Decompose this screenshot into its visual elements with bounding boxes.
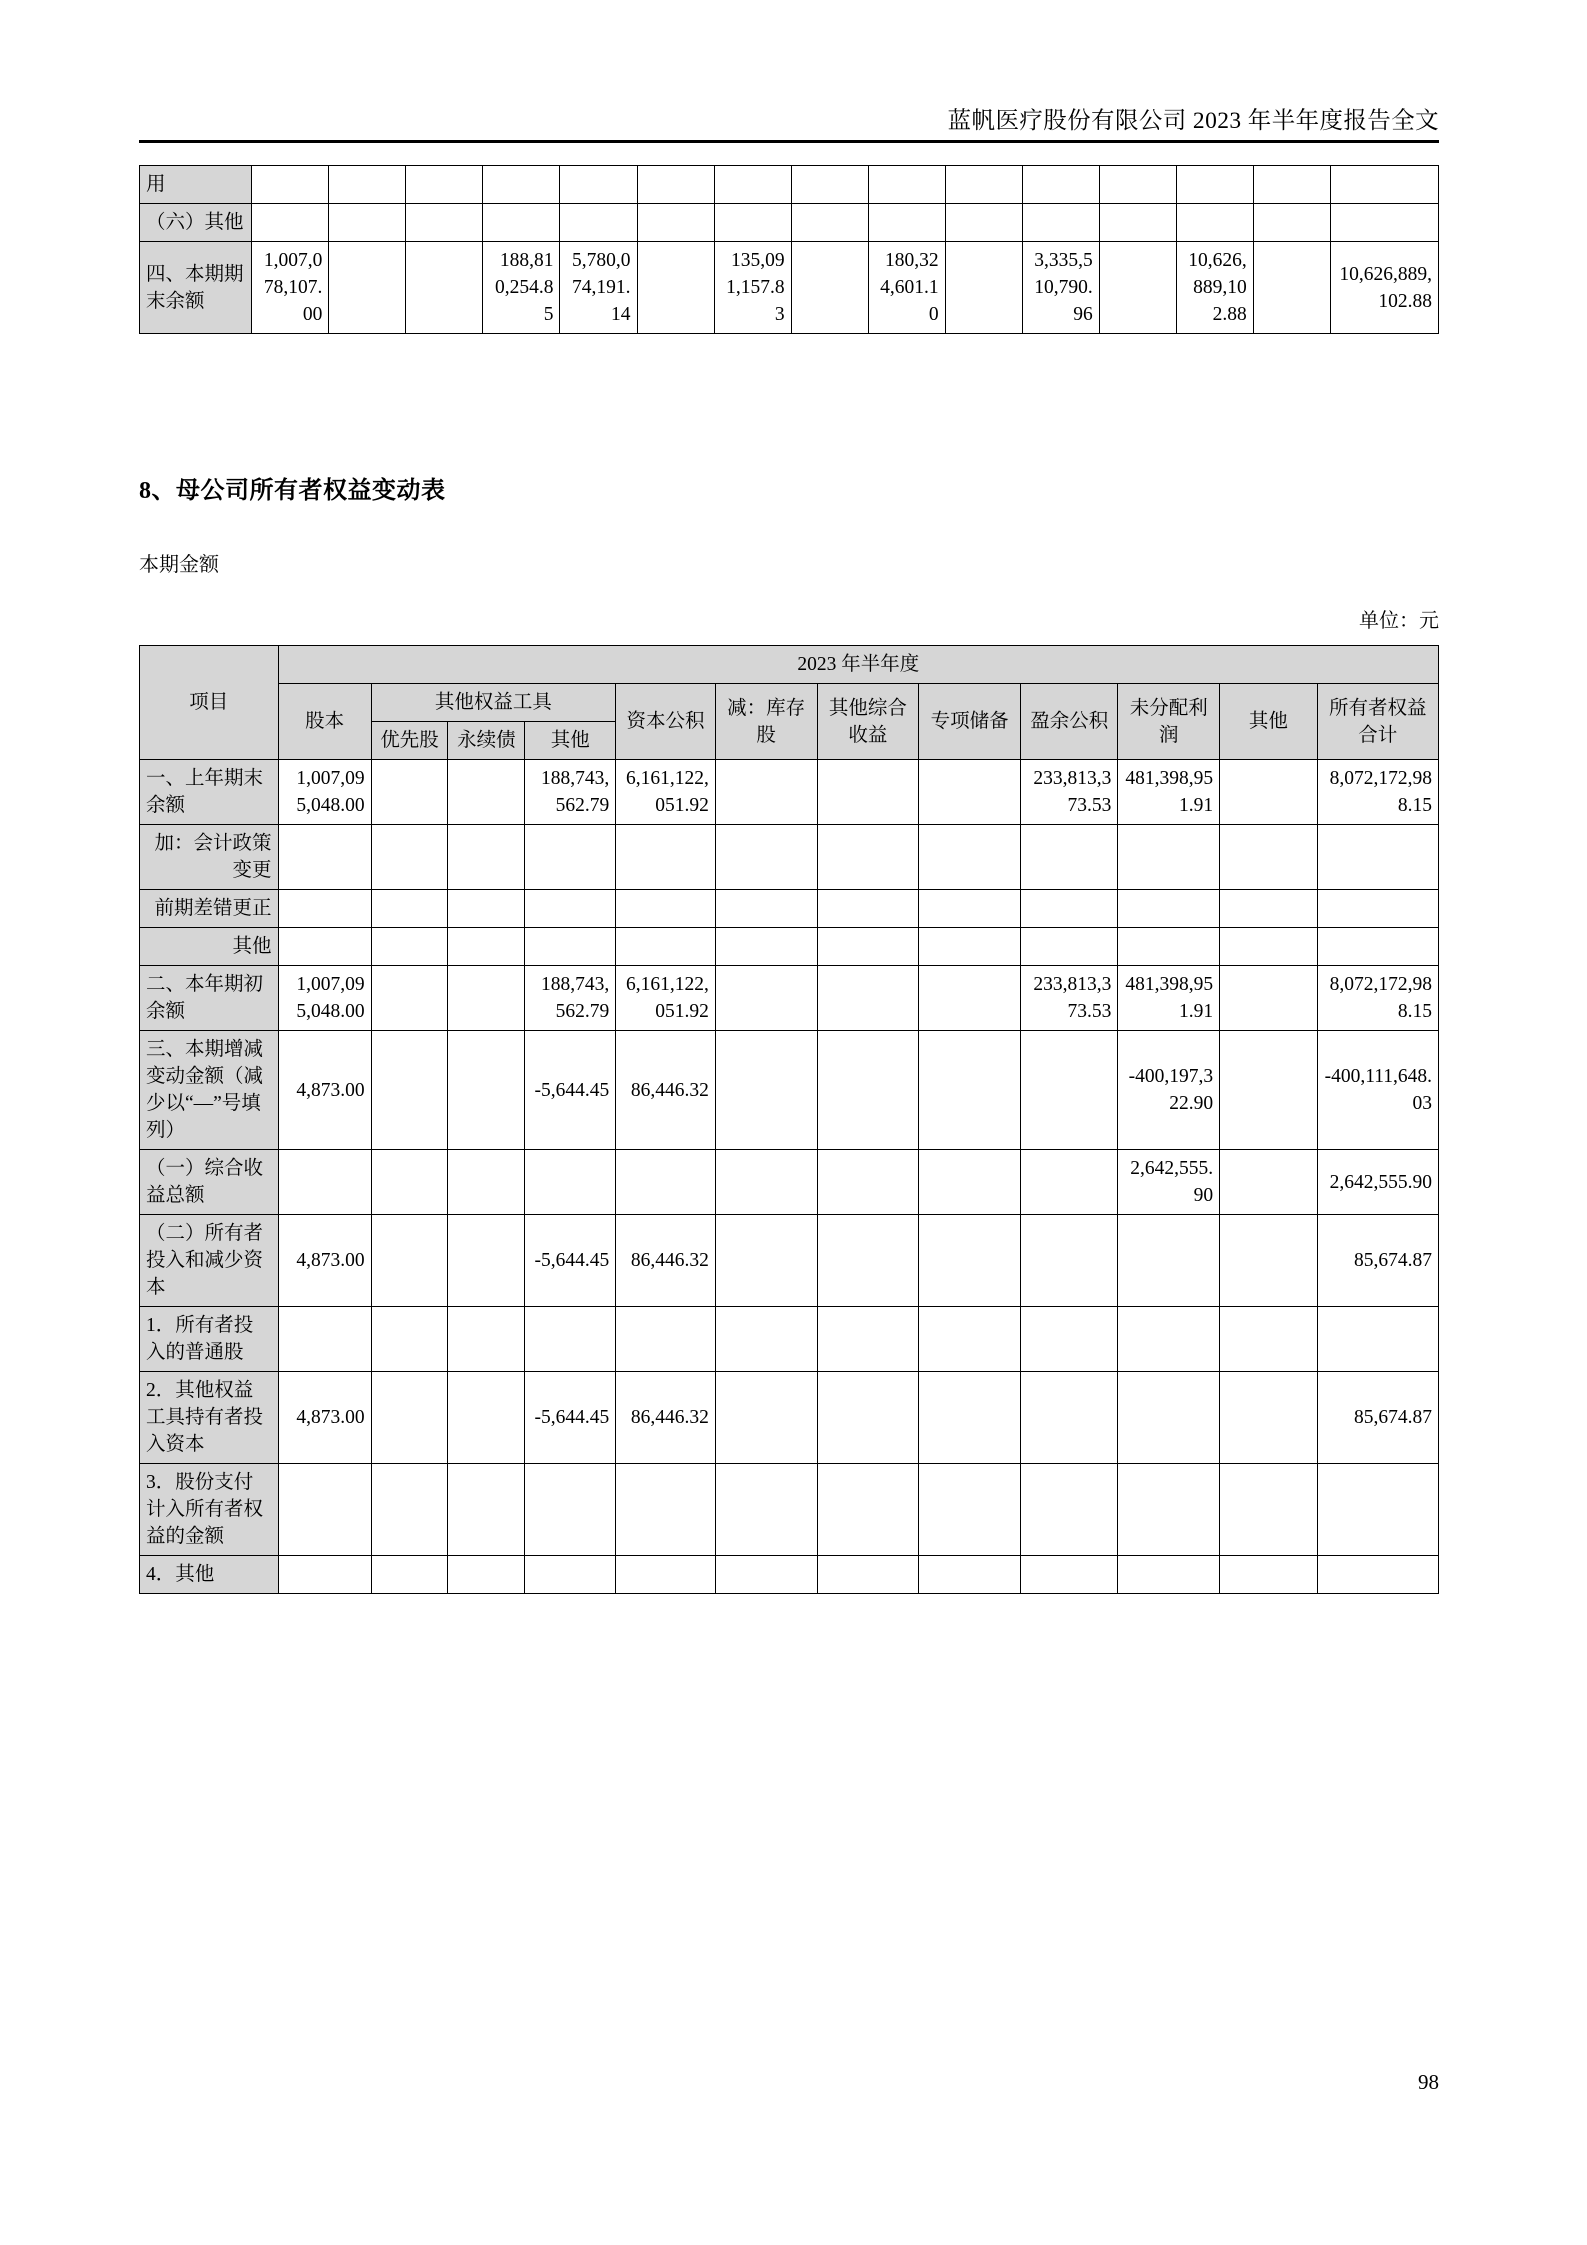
table-cell-empty <box>525 1307 616 1372</box>
table-row <box>140 825 1439 890</box>
table-cell-empty <box>448 1031 525 1150</box>
table-cell-empty <box>1118 1307 1220 1372</box>
table-cell-empty <box>1118 1215 1220 1307</box>
table-cell-empty <box>1253 242 1330 334</box>
table-cell-empty <box>616 1464 716 1556</box>
row-label: 一、上年期末余额 <box>140 760 279 825</box>
row-label: 四、本期期末余额 <box>140 242 252 334</box>
table-cell-empty <box>1022 166 1099 204</box>
running-title: 蓝帆医疗股份有限公司 2023 年半年度报告全文 <box>947 108 1439 134</box>
col-header-share-capital: 股本 <box>278 684 371 760</box>
col-header-other: 其他 <box>1220 684 1317 760</box>
col-header-item: 项目 <box>140 646 279 760</box>
table-cell-empty <box>817 760 919 825</box>
table-cell-empty <box>1021 1372 1118 1464</box>
table-cell-value: 6,161,122,051.92 <box>616 966 716 1031</box>
row-label: 其他 <box>140 928 279 966</box>
table-cell-empty <box>817 1031 919 1150</box>
row-label: （二）所有者投入和减少资本 <box>140 1215 279 1307</box>
table-cell-empty <box>1021 1307 1118 1372</box>
table-cell-empty <box>715 1150 817 1215</box>
table-cell-empty <box>637 204 714 242</box>
table-cell-empty <box>945 204 1022 242</box>
table-cell-value: 10,626,889,102.88 <box>1330 242 1438 334</box>
page-number: 98 <box>1418 2070 1439 2094</box>
table-cell-empty <box>919 825 1021 890</box>
table-cell-value: -5,644.45 <box>525 1031 616 1150</box>
table-cell-empty <box>1220 890 1317 928</box>
table-cell-empty <box>817 1372 919 1464</box>
table-cell-empty <box>919 1372 1021 1464</box>
table-cell-empty <box>919 1464 1021 1556</box>
section-heading: 8、母公司所有者权益变动表 <box>139 478 446 504</box>
unit-label: 单位：元 <box>1359 610 1439 632</box>
table-cell-empty <box>919 1215 1021 1307</box>
table-row <box>140 1556 1439 1594</box>
table-cell-value: 2,642,555.90 <box>1118 1150 1220 1215</box>
table-cell-value: 233,813,373.53 <box>1021 760 1118 825</box>
table-cell-empty <box>1099 166 1176 204</box>
table-cell-empty <box>252 166 329 204</box>
table-cell-empty <box>919 1031 1021 1150</box>
table-cell-empty <box>278 1307 371 1372</box>
table-cell-empty <box>448 1464 525 1556</box>
row-label: 1．所有者投入的普通股 <box>140 1307 279 1372</box>
table-cell-value: 4,873.00 <box>278 1215 371 1307</box>
table-cell-empty <box>448 890 525 928</box>
table-cell-empty <box>637 242 714 334</box>
table-cell-value: 1,007,095,048.00 <box>278 966 371 1031</box>
table-cell-empty <box>406 166 483 204</box>
table-cell-empty <box>1317 1464 1438 1556</box>
table-cell-empty <box>1176 166 1253 204</box>
table-cell-empty <box>1021 1464 1118 1556</box>
table-cell-empty <box>406 242 483 334</box>
table-cell-empty <box>715 1556 817 1594</box>
table-cell-value: 1,007,095,048.00 <box>278 760 371 825</box>
table-cell-empty <box>560 204 637 242</box>
row-label: 用 <box>140 166 252 204</box>
table-cell-empty <box>483 204 560 242</box>
table-cell-empty <box>1099 204 1176 242</box>
table-cell-empty <box>637 166 714 204</box>
table-cell-empty <box>1220 1464 1317 1556</box>
table-cell-value: 3,335,510,790.96 <box>1022 242 1099 334</box>
table-cell-empty <box>1317 890 1438 928</box>
table-cell-empty <box>448 966 525 1031</box>
table-cell-empty <box>919 928 1021 966</box>
table-cell-empty <box>1220 928 1317 966</box>
table-cell-empty <box>278 1556 371 1594</box>
table-cell-empty <box>616 1150 716 1215</box>
table-cell-empty <box>483 166 560 204</box>
continued-equity-table <box>139 165 1439 334</box>
table-cell-empty <box>371 1150 448 1215</box>
table-cell-value: 85,674.87 <box>1317 1215 1438 1307</box>
table-cell-empty <box>448 1556 525 1594</box>
table-cell-value: 188,743,562.79 <box>525 966 616 1031</box>
table-cell-value: -400,111,648.03 <box>1317 1031 1438 1150</box>
table-cell-empty <box>817 1556 919 1594</box>
table-cell-empty <box>919 1556 1021 1594</box>
table-cell-empty <box>1118 825 1220 890</box>
table-cell-empty <box>1021 1150 1118 1215</box>
table-cell-value: 188,810,254.85 <box>483 242 560 334</box>
continued-equity-table-grid <box>139 165 1439 334</box>
col-header-capital-reserve: 资本公积 <box>616 684 716 760</box>
col-header-special-reserve: 专项储备 <box>919 684 1021 760</box>
table-cell-empty <box>715 1307 817 1372</box>
row-label: 3．股份支付计入所有者权益的金额 <box>140 1464 279 1556</box>
table-cell-value: 180,324,601.10 <box>868 242 945 334</box>
table-cell-empty <box>1220 1031 1317 1150</box>
table-cell-empty <box>1176 204 1253 242</box>
table-cell-empty <box>791 204 868 242</box>
table-cell-empty <box>525 1556 616 1594</box>
table-cell-value: 4,873.00 <box>278 1031 371 1150</box>
col-header-undistributed-profit: 未分配利润 <box>1118 684 1220 760</box>
table-cell-empty <box>1220 760 1317 825</box>
table-cell-empty <box>448 928 525 966</box>
table-cell-empty <box>1021 928 1118 966</box>
col-header-other-comprehensive-income: 其他综合收益 <box>817 684 919 760</box>
table-cell-empty <box>791 242 868 334</box>
header-row-group <box>140 684 1439 722</box>
table-cell-empty <box>817 1307 919 1372</box>
col-header-perpetual-bond: 永续债 <box>448 722 525 760</box>
page-header <box>139 106 1439 143</box>
table-cell-empty <box>1021 1215 1118 1307</box>
row-label: 2．其他权益工具持有者投入资本 <box>140 1372 279 1464</box>
table-cell-empty <box>1118 1556 1220 1594</box>
table-cell-value: 86,446.32 <box>616 1031 716 1150</box>
table-cell-empty <box>525 890 616 928</box>
table-row <box>140 966 1439 1031</box>
table-cell-empty <box>371 1464 448 1556</box>
table-cell-empty <box>371 1307 448 1372</box>
table-row <box>140 1150 1439 1215</box>
table-cell-empty <box>1317 825 1438 890</box>
table-cell-empty <box>715 1464 817 1556</box>
table-cell-empty <box>329 204 406 242</box>
table-cell-value: 233,813,373.53 <box>1021 966 1118 1031</box>
table-row <box>140 204 1439 242</box>
table-cell-value: 85,674.87 <box>1317 1372 1438 1464</box>
table-cell-empty <box>371 1215 448 1307</box>
table-cell-empty <box>1220 1150 1317 1215</box>
table-cell-empty <box>371 1031 448 1150</box>
table-cell-empty <box>817 966 919 1031</box>
table-cell-empty <box>715 966 817 1031</box>
row-label: 前期差错更正 <box>140 890 279 928</box>
parent-company-equity-table <box>139 645 1439 1594</box>
col-header-other-instrument: 其他 <box>525 722 616 760</box>
table-cell-empty <box>371 1556 448 1594</box>
header-row-period <box>140 646 1439 684</box>
table-row <box>140 1372 1439 1464</box>
table-cell-empty <box>406 204 483 242</box>
table-cell-value: 481,398,951.91 <box>1118 966 1220 1031</box>
table-cell-empty <box>817 1150 919 1215</box>
table-cell-empty <box>278 890 371 928</box>
table-cell-empty <box>1253 166 1330 204</box>
table-cell-value: 2,642,555.90 <box>1317 1150 1438 1215</box>
table-cell-empty <box>371 890 448 928</box>
row-label: （六）其他 <box>140 204 252 242</box>
table-cell-empty <box>448 1307 525 1372</box>
table-cell-empty <box>1317 1307 1438 1372</box>
table-cell-empty <box>616 928 716 966</box>
table-cell-empty <box>919 966 1021 1031</box>
table-cell-empty <box>715 890 817 928</box>
table-cell-empty <box>868 166 945 204</box>
table-cell-empty <box>715 1031 817 1150</box>
col-header-period: 2023 年半年度 <box>278 646 1438 684</box>
col-header-preferred-stock: 优先股 <box>371 722 448 760</box>
table-cell-empty <box>1220 1556 1317 1594</box>
table-cell-value: 188,743,562.79 <box>525 760 616 825</box>
table-cell-empty <box>1220 1215 1317 1307</box>
table-row <box>140 1215 1439 1307</box>
table-cell-value: 6,161,122,051.92 <box>616 760 716 825</box>
table-cell-empty <box>919 760 1021 825</box>
table-row <box>140 760 1439 825</box>
row-label: 加：会计政策变更 <box>140 825 279 890</box>
table-cell-empty <box>278 825 371 890</box>
table-cell-value: 5,780,074,191.14 <box>560 242 637 334</box>
section-subnote: 本期金额 <box>139 554 219 576</box>
table-cell-empty <box>817 1464 919 1556</box>
main-table-body <box>140 760 1439 1594</box>
table-cell-empty <box>1220 825 1317 890</box>
table-cell-empty <box>1220 1372 1317 1464</box>
table-cell-empty <box>448 825 525 890</box>
table-cell-empty <box>715 760 817 825</box>
table-cell-empty <box>715 928 817 966</box>
table-cell-empty <box>1330 204 1438 242</box>
table-cell-empty <box>448 1372 525 1464</box>
table-cell-empty <box>1118 928 1220 966</box>
header-rule <box>139 140 1439 143</box>
table-cell-empty <box>371 760 448 825</box>
col-header-surplus-reserve: 盈余公积 <box>1021 684 1118 760</box>
table-cell-empty <box>1118 1464 1220 1556</box>
table-cell-empty <box>616 1556 716 1594</box>
table-cell-value: 481,398,951.91 <box>1118 760 1220 825</box>
table-cell-empty <box>329 166 406 204</box>
table-cell-empty <box>525 825 616 890</box>
table-row <box>140 1464 1439 1556</box>
row-label: 二、本年期初余额 <box>140 966 279 1031</box>
table-cell-value: 135,091,157.83 <box>714 242 791 334</box>
table-row <box>140 1307 1439 1372</box>
table-cell-empty <box>616 1307 716 1372</box>
table-cell-empty <box>329 242 406 334</box>
table-cell-empty <box>371 825 448 890</box>
table-cell-empty <box>714 204 791 242</box>
table-cell-empty <box>371 966 448 1031</box>
table-cell-empty <box>525 1464 616 1556</box>
table-cell-value: 8,072,172,988.15 <box>1317 966 1438 1031</box>
table-row <box>140 890 1439 928</box>
table-cell-value: -400,197,322.90 <box>1118 1031 1220 1150</box>
table-cell-empty <box>919 1150 1021 1215</box>
table-cell-empty <box>448 1215 525 1307</box>
table-cell-empty <box>715 1215 817 1307</box>
table-cell-empty <box>919 1307 1021 1372</box>
table-cell-empty <box>791 166 868 204</box>
table-cell-value: -5,644.45 <box>525 1372 616 1464</box>
table-cell-value: 86,446.32 <box>616 1215 716 1307</box>
table-cell-empty <box>817 1215 919 1307</box>
table-cell-empty <box>448 1150 525 1215</box>
table-cell-empty <box>448 760 525 825</box>
table-cell-empty <box>945 166 1022 204</box>
table-cell-empty <box>371 928 448 966</box>
table-cell-empty <box>715 1372 817 1464</box>
col-header-other-equity-instruments: 其他权益工具 <box>371 684 616 722</box>
row-label: （一）综合收益总额 <box>140 1150 279 1215</box>
table-cell-value: 1,007,078,107.00 <box>252 242 329 334</box>
table-cell-empty <box>1330 166 1438 204</box>
table-cell-empty <box>560 166 637 204</box>
table-cell-empty <box>278 1150 371 1215</box>
table-cell-empty <box>1118 890 1220 928</box>
col-header-total-owners-equity: 所有者权益合计 <box>1317 684 1438 760</box>
table-cell-value: 8,072,172,988.15 <box>1317 760 1438 825</box>
table-cell-empty <box>278 928 371 966</box>
table-cell-value: -5,644.45 <box>525 1215 616 1307</box>
table-cell-empty <box>1220 966 1317 1031</box>
table-cell-empty <box>1253 204 1330 242</box>
parent-company-equity-table-grid <box>139 645 1439 1594</box>
table-cell-empty <box>1317 928 1438 966</box>
table-row <box>140 1031 1439 1150</box>
table-cell-empty <box>1021 890 1118 928</box>
table-cell-empty <box>817 825 919 890</box>
table-cell-empty <box>1022 204 1099 242</box>
table-cell-empty <box>1099 242 1176 334</box>
row-label: 4．其他 <box>140 1556 279 1594</box>
col-header-treasury-stock: 减：库存股 <box>715 684 817 760</box>
table-row <box>140 928 1439 966</box>
table-cell-empty <box>1021 1556 1118 1594</box>
table-cell-empty <box>715 825 817 890</box>
table-cell-empty <box>945 242 1022 334</box>
table-cell-value: 86,446.32 <box>616 1372 716 1464</box>
table-cell-value: 10,626,889,102.88 <box>1176 242 1253 334</box>
table-cell-empty <box>616 825 716 890</box>
table-cell-empty <box>525 1150 616 1215</box>
table-cell-empty <box>919 890 1021 928</box>
table-cell-empty <box>817 890 919 928</box>
table-cell-empty <box>1021 825 1118 890</box>
table-cell-empty <box>1118 1372 1220 1464</box>
continued-table-body <box>140 166 1439 334</box>
table-cell-value: 4,873.00 <box>278 1372 371 1464</box>
table-cell-empty <box>252 204 329 242</box>
row-label: 三、本期增减变动金额（减少以“—”号填列） <box>140 1031 279 1150</box>
table-row <box>140 166 1439 204</box>
table-cell-empty <box>1220 1307 1317 1372</box>
table-cell-empty <box>1317 1556 1438 1594</box>
table-cell-empty <box>714 166 791 204</box>
table-cell-empty <box>525 928 616 966</box>
table-cell-empty <box>817 928 919 966</box>
main-table-head <box>140 646 1439 760</box>
table-row <box>140 242 1439 334</box>
table-cell-empty <box>371 1372 448 1464</box>
table-cell-empty <box>616 890 716 928</box>
table-cell-empty <box>868 204 945 242</box>
table-cell-empty <box>278 1464 371 1556</box>
table-cell-empty <box>1021 1031 1118 1150</box>
